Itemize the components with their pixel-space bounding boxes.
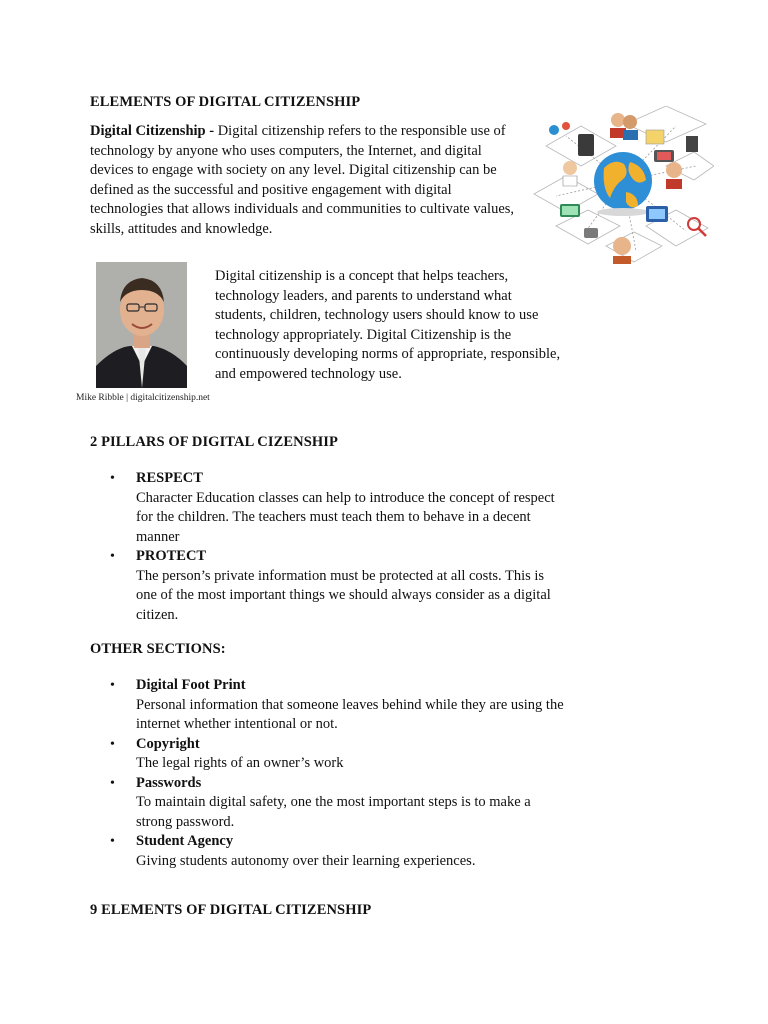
bullet-icon: •: [110, 678, 115, 693]
pillars-heading: 2 PILLARS OF DIGITAL CIZENSHIP: [90, 434, 338, 450]
bullet-icon: •: [110, 471, 115, 486]
list-item: [108, 774, 568, 833]
intro-text: Digital citizenship refers to the responsible use of technology by anyone who uses computers, the Internet, and digital devices to engage with society on any level. Digital citizenship can be defined as the successful and positive engagement with digital technologies that allows individuals and communities to cultivate values, skills, attitudes and knowledge.: [90, 123, 515, 237]
list-item-desc: Personal information that someone leaves behind while they are using the internet whether intentional or not.: [136, 696, 564, 732]
bullet-icon: •: [110, 736, 115, 752]
other-sections-heading: OTHER SECTIONS:: [90, 641, 226, 657]
list-item: [108, 735, 568, 774]
list-item-term: Digital Foot Print: [136, 677, 246, 693]
list-item-term: RESPECT: [136, 470, 203, 486]
page-title: ELEMENTS OF DIGITAL CITIZENSHIP: [90, 94, 361, 110]
list-item: [108, 832, 568, 871]
list-item-term: Copyright: [136, 735, 200, 752]
intro-term: Digital Citizenship -: [90, 123, 215, 139]
pillars-list: [108, 469, 568, 625]
digital-network-illustration: [526, 106, 714, 268]
list-item: [108, 469, 568, 547]
concept-paragraph: Digital citizenship is a concept that helps teachers, technology leaders, and parents to understand what students, children, technology users should know to use technology appropriately. Digital Citizenship is the continuously developing norms of appropriate, responsible, and empowered technology use.: [215, 268, 561, 382]
list-item-term: Student Agency: [136, 833, 234, 849]
portrait-photo: [96, 262, 187, 388]
bullet-icon: •: [110, 834, 115, 849]
bullet-icon: •: [110, 549, 115, 564]
list-item-desc: Giving students autonomy over their learning experiences.: [136, 852, 476, 869]
intro-paragraph: [90, 122, 518, 239]
list-item: [108, 547, 568, 625]
portrait-image: [96, 262, 187, 388]
list-item: [108, 676, 568, 735]
list-item-desc: The person’s private information must be protected at all costs. This is one of the most important things we should always consider as a digital citizen.: [136, 567, 551, 623]
list-item-term: PROTECT: [136, 548, 207, 564]
photo-caption: Mike Ribble | digitalcitizenship.net: [76, 393, 210, 403]
list-item-term: Passwords: [136, 774, 202, 791]
other-sections-list: [108, 676, 568, 871]
list-item-desc: To maintain digital safety, one the most important steps is to make a strong password.: [136, 794, 531, 830]
list-item-desc: Character Education classes can help to introduce the concept of respect for the children. The teachers must teach them to behave in a decent manner: [136, 489, 555, 545]
nine-elements-heading: 9 ELEMENTS OF DIGITAL CITIZENSHIP: [90, 902, 372, 918]
list-item-desc: The legal rights of an owner’s work: [136, 755, 344, 771]
bullet-icon: •: [110, 775, 115, 791]
